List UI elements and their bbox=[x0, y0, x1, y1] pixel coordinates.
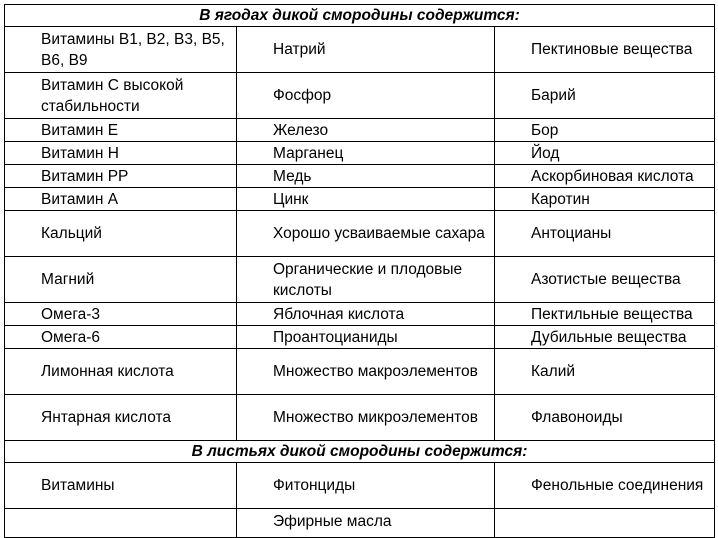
table-cell: Хорошо усваиваемые сахара bbox=[237, 211, 495, 257]
table-row bbox=[5, 257, 715, 303]
table-cell: Множество макроэлементов bbox=[237, 349, 495, 395]
table-cell bbox=[5, 509, 237, 538]
table-row bbox=[5, 165, 715, 188]
table-cell: Магний bbox=[5, 257, 237, 303]
table-cell: Эфирные масла bbox=[237, 509, 495, 538]
table-cell: Калий bbox=[495, 349, 715, 395]
table-cell: Витамины B1, B2, B3, B5, B6, B9 bbox=[5, 27, 237, 73]
table-row bbox=[5, 395, 715, 441]
table-cell: Витамин А bbox=[5, 188, 237, 211]
table-cell: Азотистые вещества bbox=[495, 257, 715, 303]
table-cell: Омега-3 bbox=[5, 303, 237, 326]
table-cell: Витамины bbox=[5, 463, 237, 509]
table-row bbox=[5, 303, 715, 326]
table-cell: Медь bbox=[237, 165, 495, 188]
leaves-heading-row bbox=[5, 441, 715, 463]
table-cell: Витамин Н bbox=[5, 142, 237, 165]
berries-heading: В ягодах дикой смородины содержится: bbox=[5, 5, 715, 27]
table-cell: Проантоцианиды bbox=[237, 326, 495, 349]
table-cell: Фосфор bbox=[237, 73, 495, 119]
table-cell: Каротин bbox=[495, 188, 715, 211]
table-cell: Дубильные вещества bbox=[495, 326, 715, 349]
table-cell: Фенольные соединения bbox=[495, 463, 715, 509]
table-cell: Марганец bbox=[237, 142, 495, 165]
table-cell: Янтарная кислота bbox=[5, 395, 237, 441]
table-row bbox=[5, 27, 715, 73]
table-cell: Бор bbox=[495, 119, 715, 142]
table-cell: Пектильные вещества bbox=[495, 303, 715, 326]
table-row bbox=[5, 509, 715, 538]
composition-table bbox=[4, 4, 715, 538]
table-cell: Витамин PP bbox=[5, 165, 237, 188]
leaves-heading: В листьях дикой смородины содержится: bbox=[5, 441, 715, 463]
table-cell: Натрий bbox=[237, 27, 495, 73]
table-cell: Кальций bbox=[5, 211, 237, 257]
table-cell: Лимонная кислота bbox=[5, 349, 237, 395]
table-cell: Омега-6 bbox=[5, 326, 237, 349]
table-cell: Пектиновые вещества bbox=[495, 27, 715, 73]
table-row bbox=[5, 463, 715, 509]
table-cell: Витамин С высокой стабильности bbox=[5, 73, 237, 119]
table-cell: Витамин Е bbox=[5, 119, 237, 142]
table-cell: Антоцианы bbox=[495, 211, 715, 257]
table-row bbox=[5, 188, 715, 211]
table-row bbox=[5, 326, 715, 349]
table-row bbox=[5, 142, 715, 165]
table-row bbox=[5, 211, 715, 257]
table-cell: Железо bbox=[237, 119, 495, 142]
table-cell: Аскорбиновая кислота bbox=[495, 165, 715, 188]
table-cell: Яблочная кислота bbox=[237, 303, 495, 326]
table-cell: Йод bbox=[495, 142, 715, 165]
table-cell: Множество микроэлементов bbox=[237, 395, 495, 441]
berries-heading-row bbox=[5, 5, 715, 27]
table-row bbox=[5, 349, 715, 395]
table-cell: Цинк bbox=[237, 188, 495, 211]
table-cell bbox=[495, 509, 715, 538]
table-cell: Барий bbox=[495, 73, 715, 119]
table-row bbox=[5, 119, 715, 142]
table-cell: Флавоноиды bbox=[495, 395, 715, 441]
table-cell: Органические и плодовые кислоты bbox=[237, 257, 495, 303]
table-cell: Фитонциды bbox=[237, 463, 495, 509]
table-row bbox=[5, 73, 715, 119]
